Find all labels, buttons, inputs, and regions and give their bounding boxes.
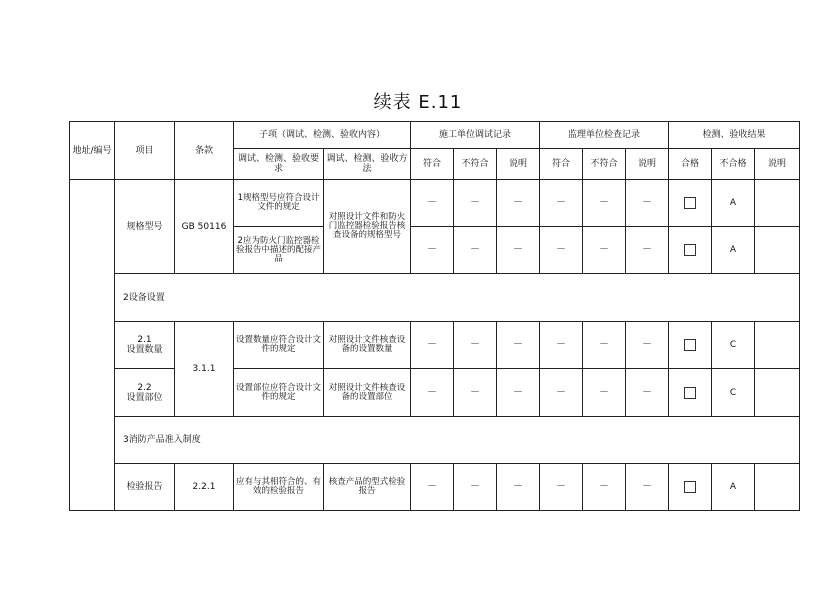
header-fail: 不符合 <box>583 149 626 180</box>
dash-cell: － <box>454 227 497 274</box>
dash-cell: － <box>626 369 669 417</box>
clause-cell: GB 50116 <box>175 180 234 274</box>
dash-cell: － <box>626 322 669 369</box>
method-cell: 对照设计文件核查设备的设置部位 <box>324 369 411 417</box>
header-note: 说明 <box>626 149 669 180</box>
grade-cell: C <box>712 369 755 417</box>
dash-cell: － <box>540 322 583 369</box>
dash-cell: － <box>411 180 454 227</box>
dash-cell: － <box>540 227 583 274</box>
dash-cell: － <box>454 464 497 511</box>
dash-cell: － <box>583 180 626 227</box>
dash-cell: － <box>454 322 497 369</box>
dash-cell: － <box>411 227 454 274</box>
header-project: 项目 <box>115 122 175 180</box>
project-cell: 规格型号 <box>115 180 175 274</box>
header-method: 调试、检测、验收方法 <box>324 149 411 180</box>
dash-cell: － <box>540 464 583 511</box>
dash-cell: － <box>497 369 540 417</box>
addr-cell <box>70 369 115 417</box>
qualified-cell <box>669 322 712 369</box>
addr-cell <box>70 322 115 369</box>
header-req: 调试、检测、验收要求 <box>234 149 324 180</box>
qualified-cell <box>669 227 712 274</box>
clause-cell: 2.2.1 <box>175 464 234 511</box>
dash-cell: － <box>583 464 626 511</box>
method-cell: 对照设计文件核查设备的设置数量 <box>324 322 411 369</box>
dash-cell: － <box>411 369 454 417</box>
qualified-checkbox[interactable] <box>684 481 696 493</box>
inspection-table <box>69 121 800 511</box>
dash-cell: － <box>540 180 583 227</box>
qualified-cell <box>669 464 712 511</box>
note-cell <box>755 464 800 511</box>
note-cell <box>755 369 800 417</box>
req-cell: 1规格型号应符合设计文件的规定 <box>234 180 324 227</box>
addr-cell <box>70 417 115 464</box>
header-pass: 符合 <box>540 149 583 180</box>
dash-cell: － <box>626 227 669 274</box>
header-pass: 符合 <box>411 149 454 180</box>
note-cell <box>755 180 800 227</box>
header-supervision: 监理单位检查记录 <box>540 122 669 149</box>
note-cell <box>755 322 800 369</box>
header-unqualified: 不合格 <box>712 149 755 180</box>
clause-cell: 3.1.1 <box>175 322 234 417</box>
qualified-checkbox[interactable] <box>684 244 696 256</box>
qualified-checkbox[interactable] <box>684 387 696 399</box>
grade-cell: A <box>712 180 755 227</box>
dash-cell: － <box>626 464 669 511</box>
dash-cell: － <box>583 227 626 274</box>
header-result: 检测、验收结果 <box>669 122 800 149</box>
note-cell <box>755 227 800 274</box>
project-cell: 2.2 设置部位 <box>115 369 175 417</box>
section-title: 3消防产品准入制度 <box>115 417 800 464</box>
dash-cell: － <box>411 464 454 511</box>
header-note2: 说明 <box>755 149 800 180</box>
qualified-cell <box>669 369 712 417</box>
section-title: 2设备设置 <box>115 274 800 322</box>
dash-cell: － <box>411 322 454 369</box>
qualified-cell <box>669 180 712 227</box>
dash-cell: － <box>454 369 497 417</box>
dash-cell: － <box>497 180 540 227</box>
dash-cell: － <box>583 369 626 417</box>
grade-cell: A <box>712 227 755 274</box>
dash-cell: － <box>540 369 583 417</box>
grade-cell: A <box>712 464 755 511</box>
req-cell: 设置部位应符合设计文件的规定 <box>234 369 324 417</box>
req-cell: 应有与其相符合的、有效的检验报告 <box>234 464 324 511</box>
addr-cell <box>70 180 115 274</box>
header-note: 说明 <box>497 149 540 180</box>
dash-cell: － <box>626 180 669 227</box>
qualified-checkbox[interactable] <box>684 197 696 209</box>
project-cell: 2.1 设置数量 <box>115 322 175 369</box>
method-cell: 核查产品的型式检验报告 <box>324 464 411 511</box>
page-title: 续表 E.11 <box>373 92 463 113</box>
header-qualified: 合格 <box>669 149 712 180</box>
dash-cell: － <box>497 464 540 511</box>
header-addr: 地址/编号 <box>70 122 115 180</box>
grade-cell: C <box>712 322 755 369</box>
dash-cell: － <box>497 322 540 369</box>
req-cell: 2应为防火门监控器检验报告中描述的配接产品 <box>234 227 324 274</box>
header-clause: 条款 <box>175 122 234 180</box>
addr-cell <box>70 464 115 511</box>
header-subitem: 子项（调试、检测、验收内容） <box>234 122 411 149</box>
req-cell: 设置数量应符合设计文件的规定 <box>234 322 324 369</box>
dash-cell: － <box>454 180 497 227</box>
qualified-checkbox[interactable] <box>684 339 696 351</box>
addr-cell <box>70 274 115 322</box>
project-cell: 检验报告 <box>115 464 175 511</box>
header-construction: 施工单位调试记录 <box>411 122 540 149</box>
method-cell: 对照设计文件和防火门监控器检验报告核查设备的规格型号 <box>324 180 411 274</box>
dash-cell: － <box>497 227 540 274</box>
dash-cell: － <box>583 322 626 369</box>
header-fail: 不符合 <box>454 149 497 180</box>
